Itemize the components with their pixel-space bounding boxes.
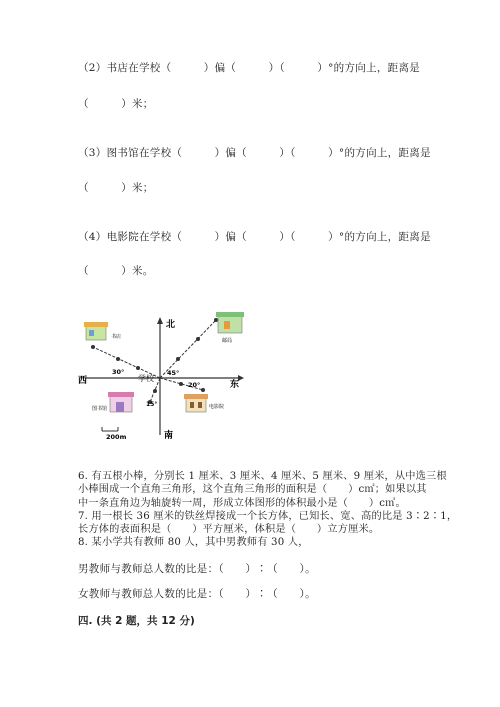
bookstore-label: 书店 — [111, 334, 122, 340]
direction-map — [78, 310, 253, 445]
problem-6-line-1: 6. 有五根小棒，分别长 1 厘米、3 厘米、4 厘米、5 厘米、9 厘米，从中选三根 — [78, 471, 447, 482]
east-label: 东 — [230, 380, 240, 390]
post-office-label: 邮局 — [222, 338, 233, 344]
post-office-building-icon — [216, 312, 244, 333]
bookstore-building-icon — [84, 322, 108, 340]
problem-8-line-1: 8. 某小学共有教师 80 人，其中男教师有 30 人， — [78, 537, 309, 549]
problem-8-male-ratio: 男教师与教师总人数的比是：（ ）∶（ ）。 — [78, 563, 316, 575]
angle-20-label: 20° — [188, 381, 201, 389]
angle-15-label: 15° — [146, 401, 158, 408]
problem-6-line-2: 小棒围成一个直角三角形，这个直角三角形的面积是（ ）c㎡；如果以其 — [78, 484, 427, 496]
west-label: 西 — [78, 376, 88, 386]
problem-7-line-1: 7. 用一根长 36 厘米的铁丝焊接成一个长方体，已知长、宽、高的比是 3∶2∶1， — [78, 510, 458, 522]
library-label: 图书馆 — [92, 406, 108, 412]
problem-8-female-ratio: 女教师与教师总人数的比是：（ ）∶（ ）。 — [78, 588, 316, 600]
question-2-line-1: （2）书店在学校（ ）偏（ ）（ ）°的方向上，距离是 — [78, 62, 421, 74]
angle-30-label: 30° — [112, 368, 125, 376]
question-4-line-1: （4）电影院在学校（ ）偏（ ）（ ）°的方向上，距离是 — [78, 231, 431, 243]
question-2-line-2: （ ）米； — [78, 98, 154, 110]
scale-bar — [102, 427, 118, 431]
question-3-line-1: （3）图书馆在学校（ ）偏（ ）（ ）°的方向上，距离是 — [78, 147, 431, 159]
section-4-heading: 四. (共 2 题，共 12 分) — [78, 615, 195, 627]
north-arrow-icon — [157, 317, 163, 324]
cinema-building-icon — [184, 394, 208, 412]
problem-6 — [78, 470, 458, 550]
north-label: 北 — [166, 320, 176, 330]
cinema-label: 电影院 — [209, 404, 225, 410]
angle-45-label: 45° — [167, 369, 180, 377]
scale-label: 200m — [106, 433, 127, 441]
problem-6-line-3: 中一条直角边为轴旋转一周，形成立体图形的体积最小是（ ）c㎥。 — [78, 497, 406, 509]
problem-7-line-2: 长方体的表面积是（ ）平方厘米，体积是（ ）立方厘米。 — [78, 524, 380, 536]
question-4-line-2: （ ）米。 — [78, 265, 154, 277]
library-building-icon — [108, 392, 134, 412]
south-label: 南 — [164, 431, 174, 441]
question-3-line-2: （ ）米； — [78, 182, 154, 194]
school-label: 学校 — [138, 374, 154, 383]
